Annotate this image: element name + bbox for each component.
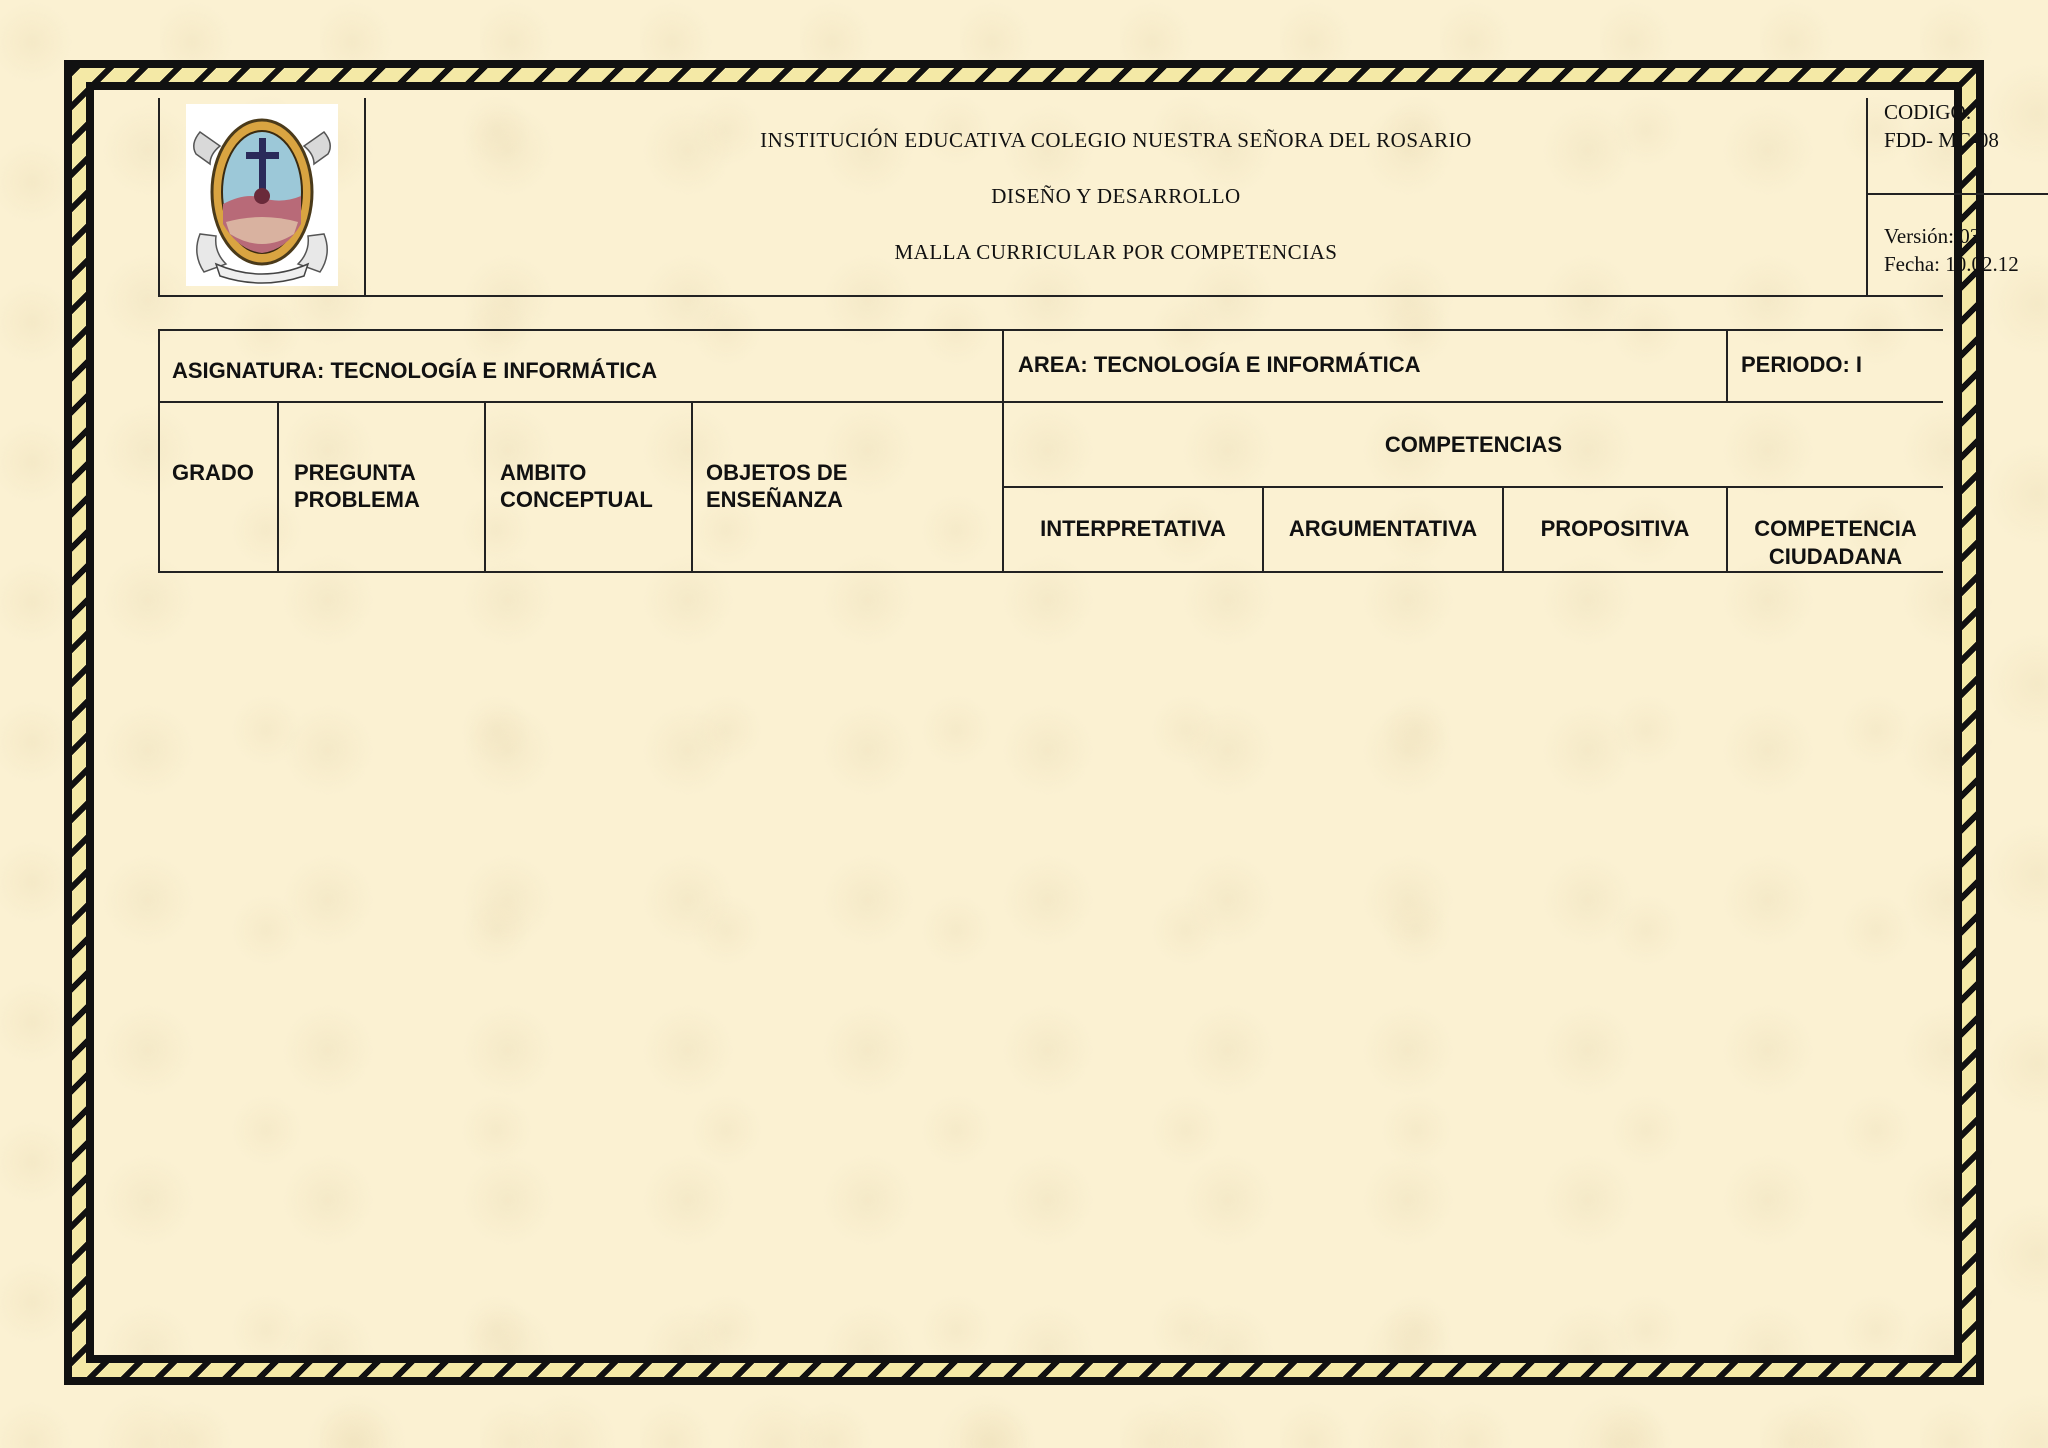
table-line-left <box>158 329 160 573</box>
table-line-bottom <box>158 571 1943 573</box>
table-line-col2 <box>484 401 486 573</box>
col-ambito-line2: CONCEPTUAL <box>500 487 653 512</box>
version-text: Versión: 03 <box>1884 224 1981 248</box>
col-objetos-line1: OBJETOS DE <box>706 460 848 485</box>
col-ambito-line1: AMBITO <box>500 460 587 485</box>
col-propositiva: PROPOSITIVA <box>1540 516 1690 541</box>
institution-name: INSTITUCIÓN EDUCATIVA COLEGIO NUESTRA SEÑORA DEL ROSARIO <box>760 128 1472 152</box>
table-line-periodo <box>1726 329 1728 403</box>
col-objetos-line2: ENSEÑANZA <box>706 487 843 512</box>
codigo-label: CODIGO: <box>1884 100 1972 124</box>
col-competencias: COMPETENCIAS <box>1384 432 1563 457</box>
table-line-competencias <box>1002 486 1943 488</box>
asignatura-label: ASIGNATURA: TECNOLOGÍA E INFORMÁTICA <box>172 358 658 383</box>
table-line-subject <box>158 401 1943 403</box>
logo-cell <box>160 98 366 295</box>
col-grado: GRADO <box>172 460 254 485</box>
codigo-value: FDD- MC-08 <box>1884 128 1999 152</box>
document-title: MALLA CURRICULAR POR COMPETENCIAS <box>894 240 1338 264</box>
meta-divider <box>1868 193 2048 195</box>
document-header <box>158 98 2019 297</box>
header-title-cell <box>366 98 1868 295</box>
table-line-col1 <box>277 401 279 573</box>
col-interpretativa: INTERPRETATIVA <box>1040 516 1226 541</box>
col-ciudadana-line2: CIUDADANA <box>1768 544 1903 569</box>
col-pregunta-line1: PREGUNTA <box>294 460 416 485</box>
area-label: AREA: TECNOLOGÍA E INFORMÁTICA <box>1018 352 1421 377</box>
table-line-top <box>158 329 1943 331</box>
section-name: DISEÑO Y DESARROLLO <box>991 184 1241 208</box>
col-ciudadana-line1: COMPETENCIA <box>1754 516 1917 541</box>
document-meta-cell <box>1868 98 2019 295</box>
school-crest-icon <box>186 104 338 286</box>
col-pregunta-line2: PROBLEMA <box>294 487 420 512</box>
periodo-label: PERIODO: I <box>1741 352 1863 377</box>
fecha-text: Fecha: 10.02.12 <box>1884 252 2019 276</box>
table-line-col3 <box>691 401 693 573</box>
col-argumentativa: ARGUMENTATIVA <box>1288 516 1478 541</box>
